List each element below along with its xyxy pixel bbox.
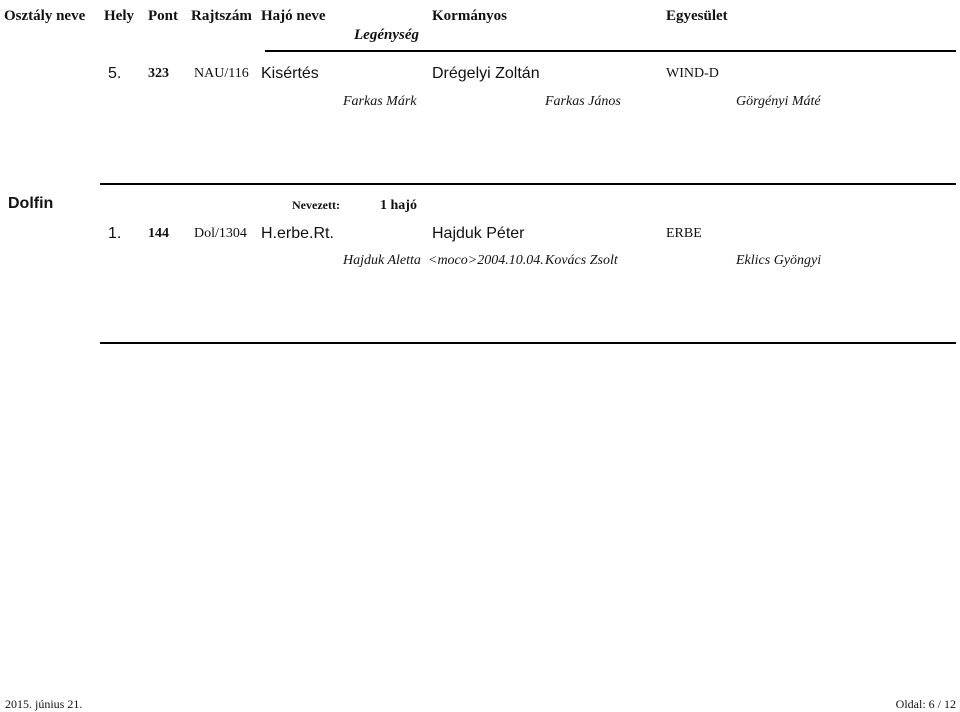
crew-member: Kovács Zsolt	[545, 253, 618, 268]
entry-boat-name: Kisértés	[261, 65, 319, 82]
header-class-name: Osztály neve	[4, 8, 86, 24]
section-divider-top	[100, 183, 956, 185]
entry-club: WIND-D	[666, 66, 719, 81]
header-crew: Legénység	[354, 27, 419, 43]
crew-member: Eklics Gyöngyi	[736, 253, 822, 268]
entry-points: 144	[148, 226, 169, 241]
header-helmsman: Kormányos	[432, 8, 507, 24]
entry-helmsman: Drégelyi Zoltán	[432, 65, 540, 82]
crew-member: Farkas Márk	[343, 94, 417, 109]
section-divider-bottom	[100, 342, 956, 344]
crew-member: <moco>2004.10.04.	[428, 253, 544, 268]
entered-label: Nevezett:	[292, 198, 340, 212]
header-club: Egyesület	[666, 8, 728, 24]
entry-club: ERBE	[666, 226, 702, 241]
entry-sail-number: Dol/1304	[194, 226, 247, 241]
section-class-name: Dolfin	[8, 195, 54, 212]
header-sail-number: Rajtszám	[191, 8, 252, 24]
entry-helmsman: Hajduk Péter	[432, 225, 525, 242]
header-divider	[265, 50, 956, 52]
footer-page-number: Oldal: 6 / 12	[895, 697, 956, 711]
entry-place: 1.	[108, 225, 122, 242]
entry-sail-number: NAU/116	[194, 66, 249, 81]
entered-count: 1 hajó	[380, 198, 417, 213]
header-place: Hely	[104, 8, 134, 24]
footer-date: 2015. június 21.	[5, 697, 83, 711]
entry-boat-name: H.erbe.Rt.	[261, 225, 334, 242]
entry-place: 5.	[108, 65, 122, 82]
crew-member: Farkas János	[545, 94, 621, 109]
crew-member: Hajduk Aletta	[343, 253, 421, 268]
entry-points: 323	[148, 66, 169, 81]
crew-member: Görgényi Máté	[736, 94, 821, 109]
header-points: Pont	[148, 8, 178, 24]
header-boat-name: Hajó neve	[261, 8, 326, 24]
